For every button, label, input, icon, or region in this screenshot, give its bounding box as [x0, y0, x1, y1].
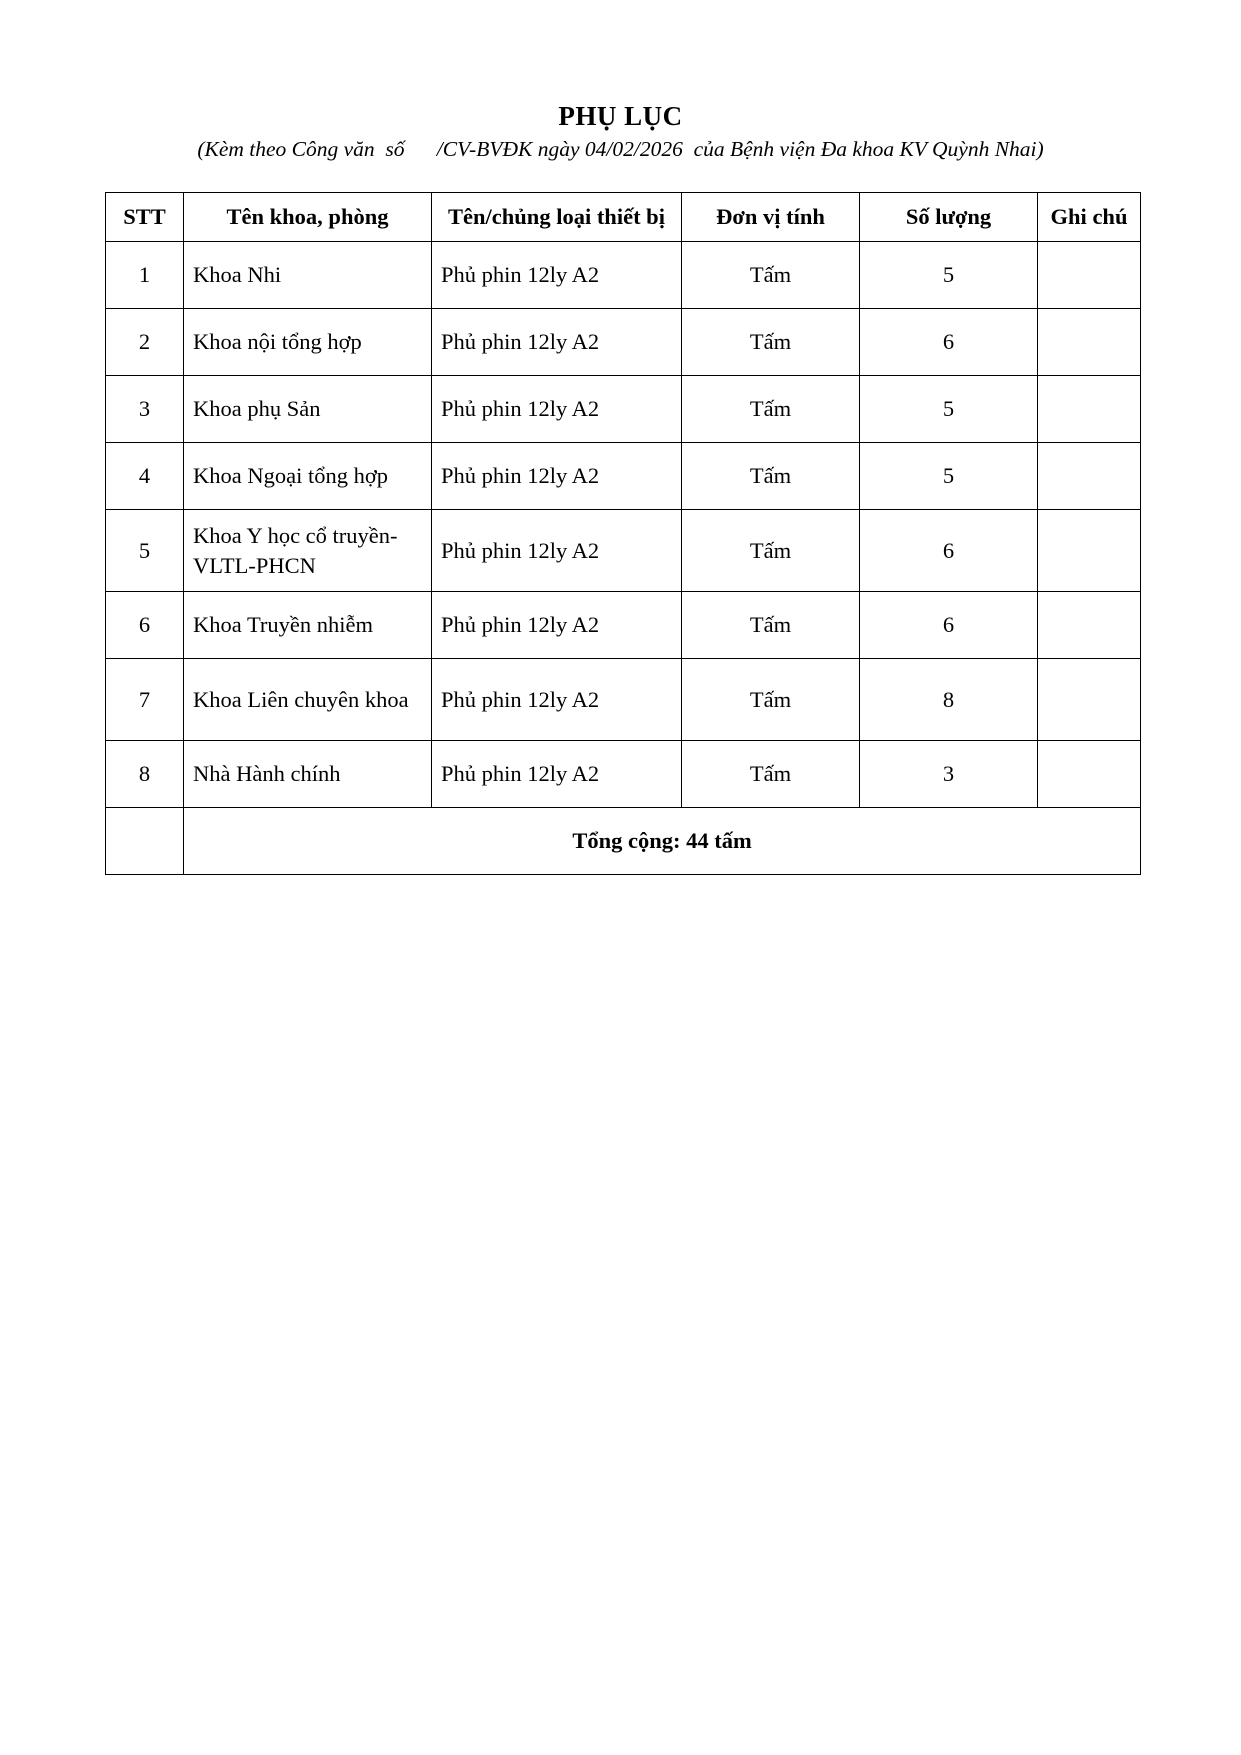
column-header-department: Tên khoa, phòng — [184, 193, 432, 242]
cell-total-spacer — [106, 808, 184, 875]
cell-note — [1038, 309, 1141, 376]
cell-unit: Tấm — [682, 510, 860, 592]
cell-stt: 1 — [106, 242, 184, 309]
table-row — [106, 242, 1141, 309]
cell-note — [1038, 242, 1141, 309]
appendix-table — [105, 192, 1141, 875]
column-header-unit: Đơn vị tính — [682, 193, 860, 242]
cell-equipment: Phủ phin 12ly A2 — [432, 309, 682, 376]
page-title: PHỤ LỤC — [558, 101, 683, 131]
cell-quantity: 5 — [860, 242, 1038, 309]
cell-department: Khoa Truyền nhiễm — [184, 592, 432, 659]
cell-department: Khoa nội tổng hợp — [184, 309, 432, 376]
table-total-row — [106, 808, 1141, 875]
cell-total-label: Tổng cộng: 44 tấm — [184, 808, 1141, 875]
cell-quantity: 6 — [860, 510, 1038, 592]
table-row — [106, 592, 1141, 659]
cell-equipment: Phủ phin 12ly A2 — [432, 741, 682, 808]
cell-stt: 6 — [106, 592, 184, 659]
column-header-equipment: Tên/chủng loại thiết bị — [432, 193, 682, 242]
cell-note — [1038, 741, 1141, 808]
cell-equipment: Phủ phin 12ly A2 — [432, 659, 682, 741]
cell-note — [1038, 592, 1141, 659]
document-subtitle: (Kèm theo Công văn số /CV-BVĐK ngày 04/02/2026 của Bệnh viện Đa khoa KV Quỳnh Nhai) — [197, 137, 1044, 162]
cell-quantity: 8 — [860, 659, 1038, 741]
cell-department: Khoa Liên chuyên khoa — [184, 659, 432, 741]
cell-equipment: Phủ phin 12ly A2 — [432, 510, 682, 592]
cell-department: Khoa Y học cổ truyền-VLTL-PHCN — [184, 510, 432, 592]
cell-department: Khoa Ngoại tổng hợp — [184, 443, 432, 510]
cell-stt: 5 — [106, 510, 184, 592]
table-row — [106, 510, 1141, 592]
table-row — [106, 309, 1141, 376]
cell-note — [1038, 443, 1141, 510]
cell-equipment: Phủ phin 12ly A2 — [432, 376, 682, 443]
cell-quantity: 5 — [860, 443, 1038, 510]
cell-equipment: Phủ phin 12ly A2 — [432, 443, 682, 510]
cell-stt: 4 — [106, 443, 184, 510]
cell-unit: Tấm — [682, 242, 860, 309]
table-body — [106, 242, 1141, 875]
table-row — [106, 376, 1141, 443]
cell-quantity: 3 — [860, 741, 1038, 808]
table-row — [106, 443, 1141, 510]
cell-unit: Tấm — [682, 309, 860, 376]
cell-unit: Tấm — [682, 443, 860, 510]
column-header-note: Ghi chú — [1038, 193, 1141, 242]
cell-unit: Tấm — [682, 741, 860, 808]
cell-quantity: 6 — [860, 592, 1038, 659]
cell-equipment: Phủ phin 12ly A2 — [432, 242, 682, 309]
cell-equipment: Phủ phin 12ly A2 — [432, 592, 682, 659]
table-row — [106, 659, 1141, 741]
cell-note — [1038, 659, 1141, 741]
table-header — [106, 193, 1141, 242]
cell-stt: 2 — [106, 309, 184, 376]
cell-stt: 3 — [106, 376, 184, 443]
cell-unit: Tấm — [682, 592, 860, 659]
cell-note — [1038, 510, 1141, 592]
column-header-quantity: Số lượng — [860, 193, 1038, 242]
table-header-row — [106, 193, 1141, 242]
table-row — [106, 741, 1141, 808]
cell-department: Khoa Nhi — [184, 242, 432, 309]
cell-unit: Tấm — [682, 376, 860, 443]
cell-quantity: 5 — [860, 376, 1038, 443]
cell-stt: 7 — [106, 659, 184, 741]
column-header-stt: STT — [106, 193, 184, 242]
cell-unit: Tấm — [682, 659, 860, 741]
cell-department: Khoa phụ Sản — [184, 376, 432, 443]
cell-note — [1038, 376, 1141, 443]
cell-quantity: 6 — [860, 309, 1038, 376]
cell-stt: 8 — [106, 741, 184, 808]
cell-department: Nhà Hành chính — [184, 741, 432, 808]
